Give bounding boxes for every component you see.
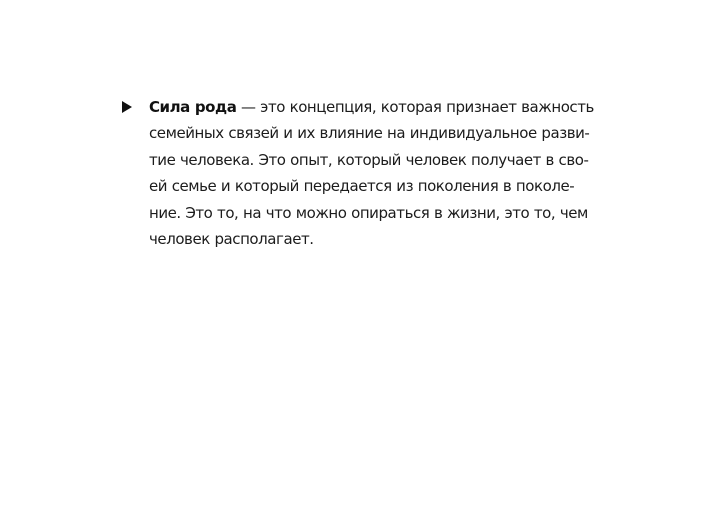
definition-block (122, 94, 634, 252)
bullet-triangle-icon (122, 101, 132, 113)
definition-line-text: — это концепция, которая признает важность (236, 98, 594, 116)
definition-line: семейных связей и их влияние на индивидуальное разви- (149, 124, 590, 143)
definition-term: Сила рода (149, 98, 237, 116)
definition-line: человек располагает. (149, 230, 314, 249)
definition-line: ей семье и который передается из поколения в поколе- (149, 177, 575, 196)
definition-line (149, 94, 634, 120)
definition-line: ние. Это то, на что можно опираться в жизни, это то, чем (149, 203, 588, 222)
definition-text (149, 94, 634, 252)
definition-line: тие человека. Это опыт, который человек получает в сво- (149, 150, 589, 169)
